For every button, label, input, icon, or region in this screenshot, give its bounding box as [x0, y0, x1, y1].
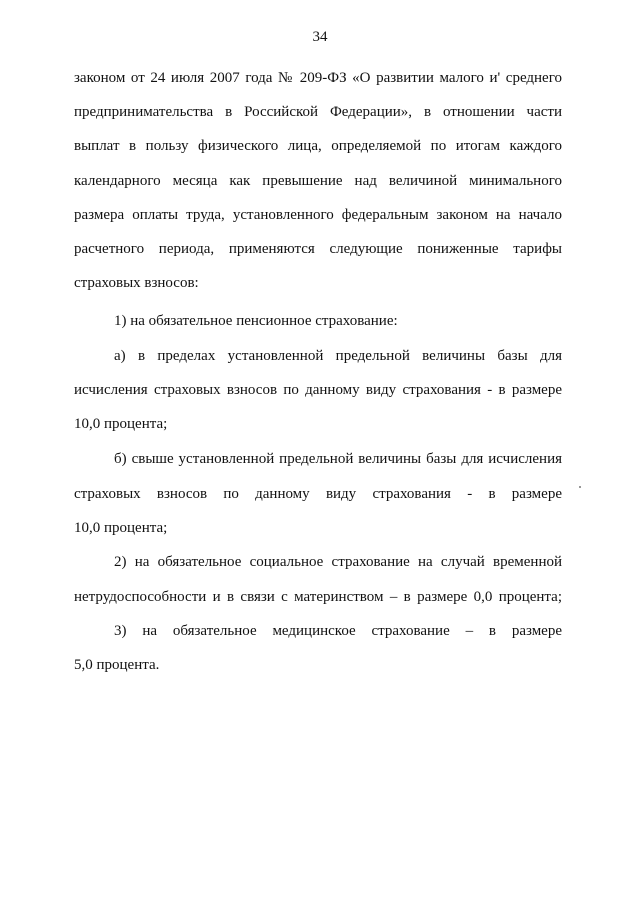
text-line: страховых взносов по данному виду страхования - в размере [74, 486, 562, 502]
text-line: 5,0 процента. [74, 657, 160, 673]
text-line: законом от 24 июля 2007 года № 209-ФЗ «О развитии малого и' среднего [74, 70, 562, 86]
text-line: 2) на обязательное социальное страхование на случай временной [114, 554, 562, 570]
text-line: календарного месяца как превышение над величиной минимального [74, 173, 562, 189]
page-number: 34 [312, 29, 328, 45]
list-item-heading: 1) на обязательное пенсионное страхование: [114, 313, 398, 329]
text-line: а) в пределах установленной предельной величины базы для [114, 348, 562, 364]
text-line: 3) на обязательное медицинское страхование – в размере [114, 623, 562, 639]
text-line: размера оплаты труда, установленного федеральным законом на начало [74, 207, 562, 223]
text-line: исчисления страховых взносов по данному виду страхования - в размере [74, 382, 562, 398]
text-line: предпринимательства в Российской Федерации», в отношении части [74, 104, 562, 120]
text-line: нетрудоспособности и в связи с материнством – в размере 0,0 процента; [74, 589, 562, 605]
text-line: расчетного периода, применяются следующие пониженные тарифы [74, 241, 562, 257]
text-line: выплат в пользу физического лица, определяемой по итогам каждого [74, 138, 562, 154]
scan-speck [579, 486, 581, 488]
text-line: б) свыше установленной предельной величины базы для исчисления [114, 451, 562, 467]
text-line: 10,0 процента; [74, 520, 168, 536]
text-line: 10,0 процента; [74, 416, 168, 432]
text-line: страховых взносов: [74, 275, 199, 291]
